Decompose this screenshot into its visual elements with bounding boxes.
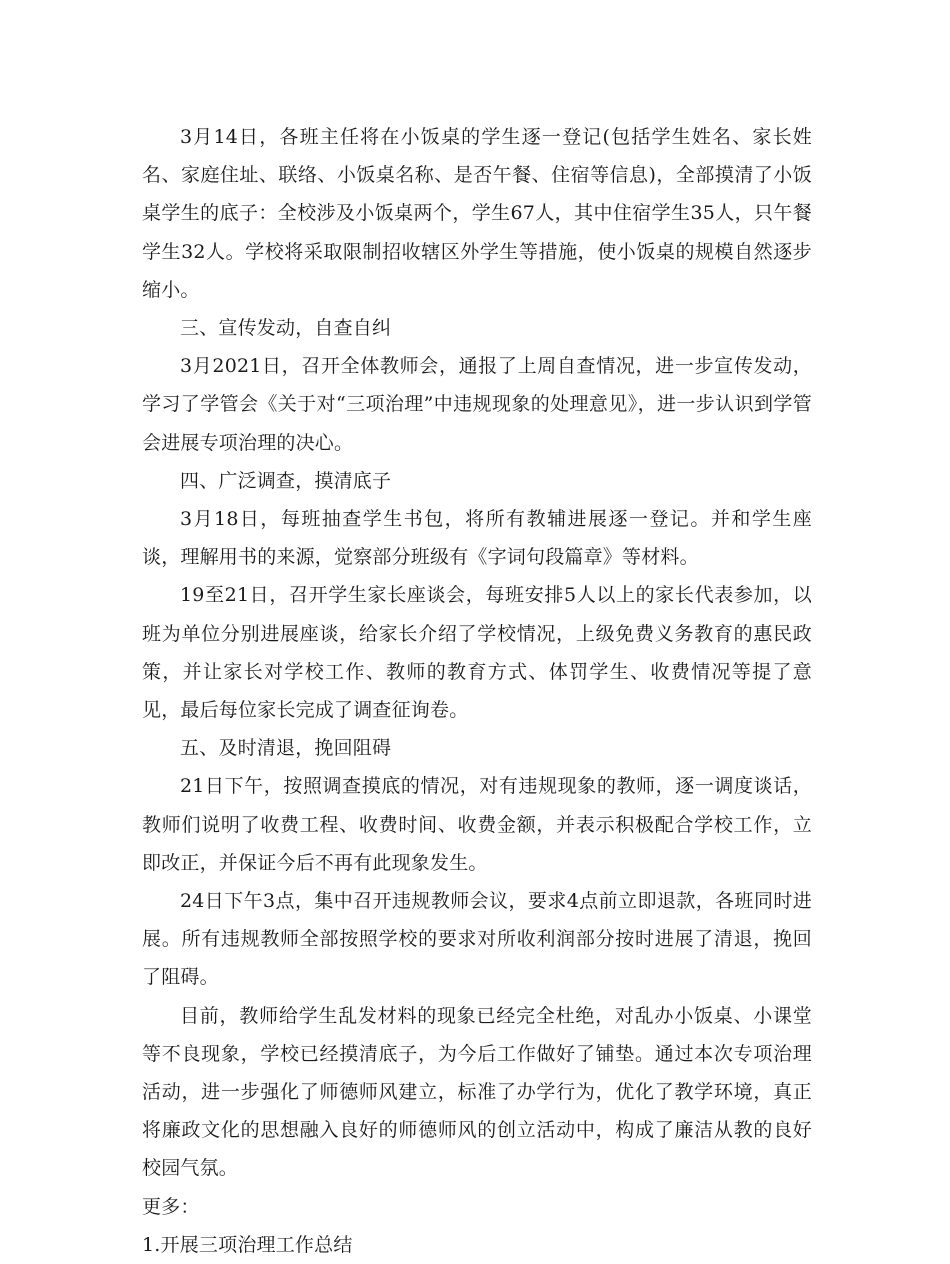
paragraph-conclusion: 目前，教师给学生乱发材料的现象已经完全杜绝，对乱办小饭桌、小课堂等不良现象，学校已经摸清底子，为今后工作做好了铺垫。通过本次专项治理活动，进一步强化了师德师风建立，标准了办学行为，优化了教学环境，真正将廉政文化的思想融入良好的师德师风的创立活动中，构成了廉洁从教的良好校园气氛。 bbox=[142, 1004, 812, 1180]
paragraph-small-dining-registration: 3月14日，各班主任将在小饭桌的学生逐一登记(包括学生姓名、家长姓名、家庭住址、联络、小饭桌名称、是否午餐、住宿等信息)，全部摸清了小饭桌学生的底子：全校涉及小饭桌两个，学生67人，其中住宿学生35人，只午餐学生32人。学校将采取限制招收辖区外学生等措施，使小饭桌的规模自然逐步缩小。 bbox=[142, 126, 812, 301]
paragraph-teacher-meeting: 3月2021日，召开全体教师会，通报了上周自查情况，进一步宣传发动，学习了学管会《关于对“三项治理”中违规现象的处理意见》，进一步认识到学管会进展专项治理的决心。 bbox=[142, 355, 812, 454]
section-heading-investigation: 四、广泛调查，摸清底子 bbox=[180, 469, 392, 492]
paragraph-teacher-talks: 21日下午，按照调查摸底的情况，对有违规现象的教师，逐一调度谈话，教师们说明了收费工程、收费时间、收费金额，并表示积极配合学校工作，立即改正，并保证今后不再有此现象发生。 bbox=[142, 775, 812, 874]
section-heading-publicity: 三、宣传发动，自查自纠 bbox=[180, 317, 392, 340]
section-heading-refund: 五、及时清退，挽回阻碍 bbox=[180, 737, 392, 760]
paragraph-parent-meeting: 19至21日，召开学生家长座谈会，每班安排5人以上的家长代表参加，以班为单位分别进展座谈，给家长介绍了学校情况，上级免费义务教育的惠民政策，并让家长对学校工作、教师的教育方式、体罚学生、收费情况等提了意见，最后每位家长完成了调查征询卷。 bbox=[142, 584, 812, 722]
paragraph-schoolbag-check: 3月18日，每班抽查学生书包，将所有教辅进展逐一登记。并和学生座谈，理解用书的来源，觉察部分班级有《字词句段篇章》等材料。 bbox=[142, 508, 812, 569]
more-label: 更多： bbox=[142, 1195, 200, 1218]
related-article-link[interactable]: 1.开展三项治理工作总结 bbox=[142, 1233, 353, 1256]
paragraph-refund-meeting: 24日下午3点，集中召开违规教师会议，要求4点前立即退款，各班同时进展。所有违规教师全部按照学校的要求对所收利润部分按时进展了清退，挽回了阻碍。 bbox=[142, 890, 812, 989]
document-body bbox=[142, 118, 812, 1264]
